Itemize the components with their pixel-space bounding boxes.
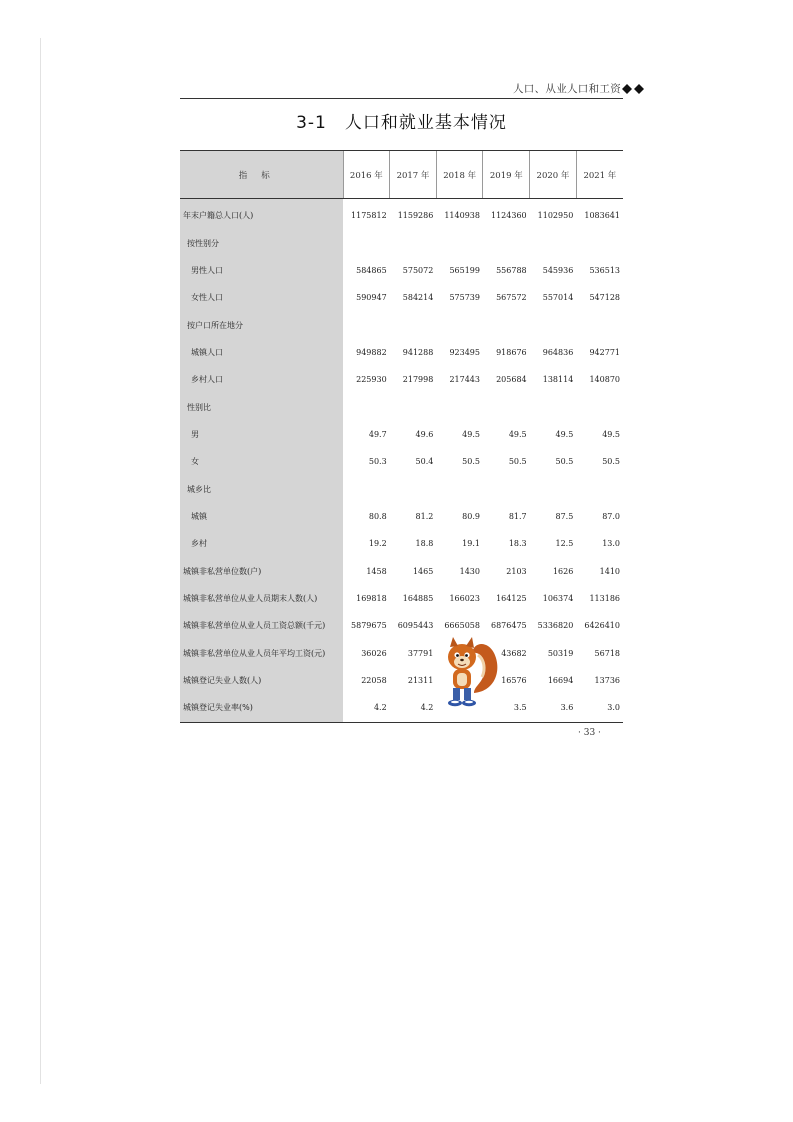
cell-value: 5336820 [537, 621, 574, 631]
row-label: 乡村人口 [180, 366, 343, 393]
table-row [180, 530, 623, 557]
cell-value: 49.7 [368, 429, 387, 439]
cell-value [530, 393, 577, 420]
cell-value: 1458 [366, 566, 387, 576]
cell-value [576, 311, 623, 338]
cell-value [390, 229, 437, 256]
cell-value: 205684 [496, 375, 527, 385]
cell-value [436, 229, 483, 256]
cell-value: 964836 [542, 347, 574, 357]
year-header: 2016 年 [343, 151, 390, 199]
cell-value: 1124360 [491, 211, 527, 221]
year-header: 2020 年 [530, 151, 577, 199]
cell-value: 565199 [449, 265, 480, 275]
table-row [180, 229, 623, 256]
cell-value: 81.2 [415, 511, 434, 521]
year-header: 2021 年 [576, 151, 623, 199]
cell-value: 36026 [361, 648, 387, 658]
cell-value: 923495 [449, 347, 480, 357]
cell-value: 169818 [356, 593, 387, 603]
cell-value: 56718 [594, 648, 620, 658]
cell-value [576, 393, 623, 420]
cell-value: 3.5 [483, 694, 530, 722]
row-label: 城镇非私营单位从业人员年平均工资(元) [180, 640, 343, 667]
cell-value [436, 475, 483, 502]
cell-value: 949882 [356, 347, 387, 357]
cell-value: 16694 [547, 676, 574, 686]
row-label: 城镇登记失业率(%) [180, 694, 343, 722]
cell-value: 1626 [552, 566, 574, 576]
cell-value [343, 311, 390, 338]
cell-value: 19.2 [368, 539, 387, 549]
cell-value: 4.2 [390, 694, 437, 722]
cell-value: 164125 [496, 593, 527, 603]
cell-value: 557014 [542, 293, 574, 303]
cell-value: 113186 [589, 593, 620, 603]
cell-value [576, 475, 623, 502]
cell-value: 4.2 [343, 694, 390, 722]
cell-value [576, 229, 623, 256]
cell-value: 575739 [449, 293, 480, 303]
page-title: 3-1 人口和就业基本情况 [296, 113, 507, 133]
cell-value: 1102950 [537, 211, 574, 221]
row-label: 女性人口 [180, 284, 343, 311]
cell-value: 13.0 [602, 539, 620, 549]
squirrel-mascot-icon [444, 635, 502, 707]
cell-value: 1430 [459, 566, 480, 576]
cell-value: 567572 [496, 293, 527, 303]
page-number: · 33 · [578, 728, 601, 738]
cell-value: 138114 [542, 375, 574, 385]
cell-value: 18.8 [415, 539, 434, 549]
cell-value: 584214 [402, 293, 434, 303]
cell-value: 1159286 [397, 211, 434, 221]
row-label: 城乡比 [180, 475, 343, 502]
table-row [180, 503, 623, 530]
cell-value [530, 475, 577, 502]
cell-value: 942771 [589, 347, 620, 357]
cell-value: 49.5 [555, 429, 574, 439]
row-label: 按性别分 [180, 229, 343, 256]
year-header: 2019 年 [483, 151, 530, 199]
header-rule [180, 98, 623, 99]
cell-value: 22058 [361, 676, 387, 686]
cell-value: 556788 [496, 265, 527, 275]
cell-value [483, 475, 530, 502]
cell-value: 87.0 [602, 511, 620, 521]
table-row [180, 421, 623, 448]
cell-value: 941288 [402, 347, 434, 357]
double-diamond-icon [622, 84, 646, 94]
cell-value: 6095443 [397, 621, 434, 631]
cell-value: 16576 [501, 676, 527, 686]
cell-value: 87.5 [555, 511, 574, 521]
row-label: 按户口所在地分 [180, 311, 343, 338]
cell-value: 50.4 [415, 457, 434, 467]
statistics-table [180, 150, 623, 723]
margin-line [40, 38, 41, 1084]
row-label: 城镇 [180, 503, 343, 530]
cell-value: 50.3 [368, 457, 387, 467]
cell-value: 12.5 [555, 539, 574, 549]
row-label: 男 [180, 421, 343, 448]
row-label: 城镇人口 [180, 339, 343, 366]
cell-value: 50.5 [508, 457, 527, 467]
cell-value [483, 229, 530, 256]
cell-value: 5879675 [351, 621, 387, 631]
cell-value: 49.6 [415, 429, 434, 439]
cell-value: 21311 [407, 676, 434, 686]
cell-value: 1083641 [584, 211, 620, 221]
cell-value: 49.5 [462, 429, 480, 439]
row-label: 城镇登记失业人数(人) [180, 667, 343, 694]
row-label: 女 [180, 448, 343, 475]
cell-value: 166023 [449, 593, 480, 603]
cell-value: 43682 [501, 648, 527, 658]
table-row [180, 393, 623, 420]
running-header: 人口、从业人口和工资 [513, 83, 621, 95]
cell-value: 225930 [356, 375, 387, 385]
cell-value [436, 393, 483, 420]
cell-value [390, 475, 437, 502]
table-row [180, 475, 623, 502]
cell-value: 80.8 [368, 511, 387, 521]
cell-value: 1465 [412, 566, 434, 576]
cell-value: 590947 [356, 293, 387, 303]
cell-value: 217998 [402, 375, 434, 385]
cell-value: 50319 [547, 648, 574, 658]
cell-value [530, 311, 577, 338]
cell-value: 547128 [589, 293, 620, 303]
cell-value: 19.1 [462, 539, 480, 549]
table-row [180, 585, 623, 612]
cell-value: 217443 [449, 375, 480, 385]
cell-value: 6665058 [444, 621, 480, 631]
table-row [180, 694, 623, 722]
cell-value: 545936 [542, 265, 574, 275]
cell-value: 81.7 [508, 511, 527, 521]
row-label: 性别比 [180, 393, 343, 420]
cell-value [483, 311, 530, 338]
row-label: 男性人口 [180, 257, 343, 284]
table-row [180, 448, 623, 475]
table-row [180, 311, 623, 338]
cell-value: 1140938 [444, 211, 480, 221]
row-label: 城镇非私营单位从业人员工资总额(千元) [180, 612, 343, 639]
cell-value: 536513 [589, 265, 620, 275]
cell-value: 140870 [589, 375, 620, 385]
cell-value [390, 393, 437, 420]
cell-value: 49.5 [508, 429, 527, 439]
row-label: 年末户籍总人口(人) [180, 199, 343, 230]
cell-value: 18.3 [508, 539, 527, 549]
cell-value [390, 311, 437, 338]
cell-value: 50.5 [602, 457, 620, 467]
table-row [180, 284, 623, 311]
indicator-header: 指标 [180, 151, 343, 199]
cell-value [343, 393, 390, 420]
table-row [180, 612, 623, 639]
cell-value: 2103 [506, 566, 527, 576]
cell-value: 50.5 [555, 457, 574, 467]
table-row [180, 557, 623, 584]
cell-value: 1175812 [351, 211, 387, 221]
cell-value: 80.9 [462, 511, 480, 521]
cell-value: 6876475 [491, 621, 527, 631]
table-row [180, 339, 623, 366]
table-header-row [180, 151, 623, 199]
table-row [180, 199, 623, 230]
row-label: 城镇非私营单位数(户) [180, 557, 343, 584]
cell-value: 13736 [594, 676, 620, 686]
year-header: 2018 年 [436, 151, 483, 199]
cell-value: 1410 [599, 566, 620, 576]
cell-value [530, 229, 577, 256]
cell-value: 3.0 [576, 694, 623, 722]
cell-value: 3.6 [530, 694, 577, 722]
cell-value [343, 229, 390, 256]
cell-value: 164885 [402, 593, 434, 603]
cell-value [436, 311, 483, 338]
table-row [180, 640, 623, 667]
cell-value: 584865 [356, 265, 387, 275]
cell-value [483, 393, 530, 420]
row-label: 城镇非私营单位从业人员期末人数(人) [180, 585, 343, 612]
cell-value [343, 475, 390, 502]
table-row [180, 667, 623, 694]
cell-value: 50.5 [462, 457, 480, 467]
cell-value: 37791 [407, 648, 434, 658]
cell-value: 49.5 [602, 429, 620, 439]
cell-value: 106374 [542, 593, 574, 603]
statistics-table-wrapper [180, 150, 623, 723]
cell-value: 918676 [496, 347, 527, 357]
cell-value: 575072 [402, 265, 434, 275]
table-row [180, 257, 623, 284]
table-row [180, 366, 623, 393]
year-header: 2017 年 [390, 151, 437, 199]
row-label: 乡村 [180, 530, 343, 557]
cell-value: 6426410 [584, 621, 620, 631]
